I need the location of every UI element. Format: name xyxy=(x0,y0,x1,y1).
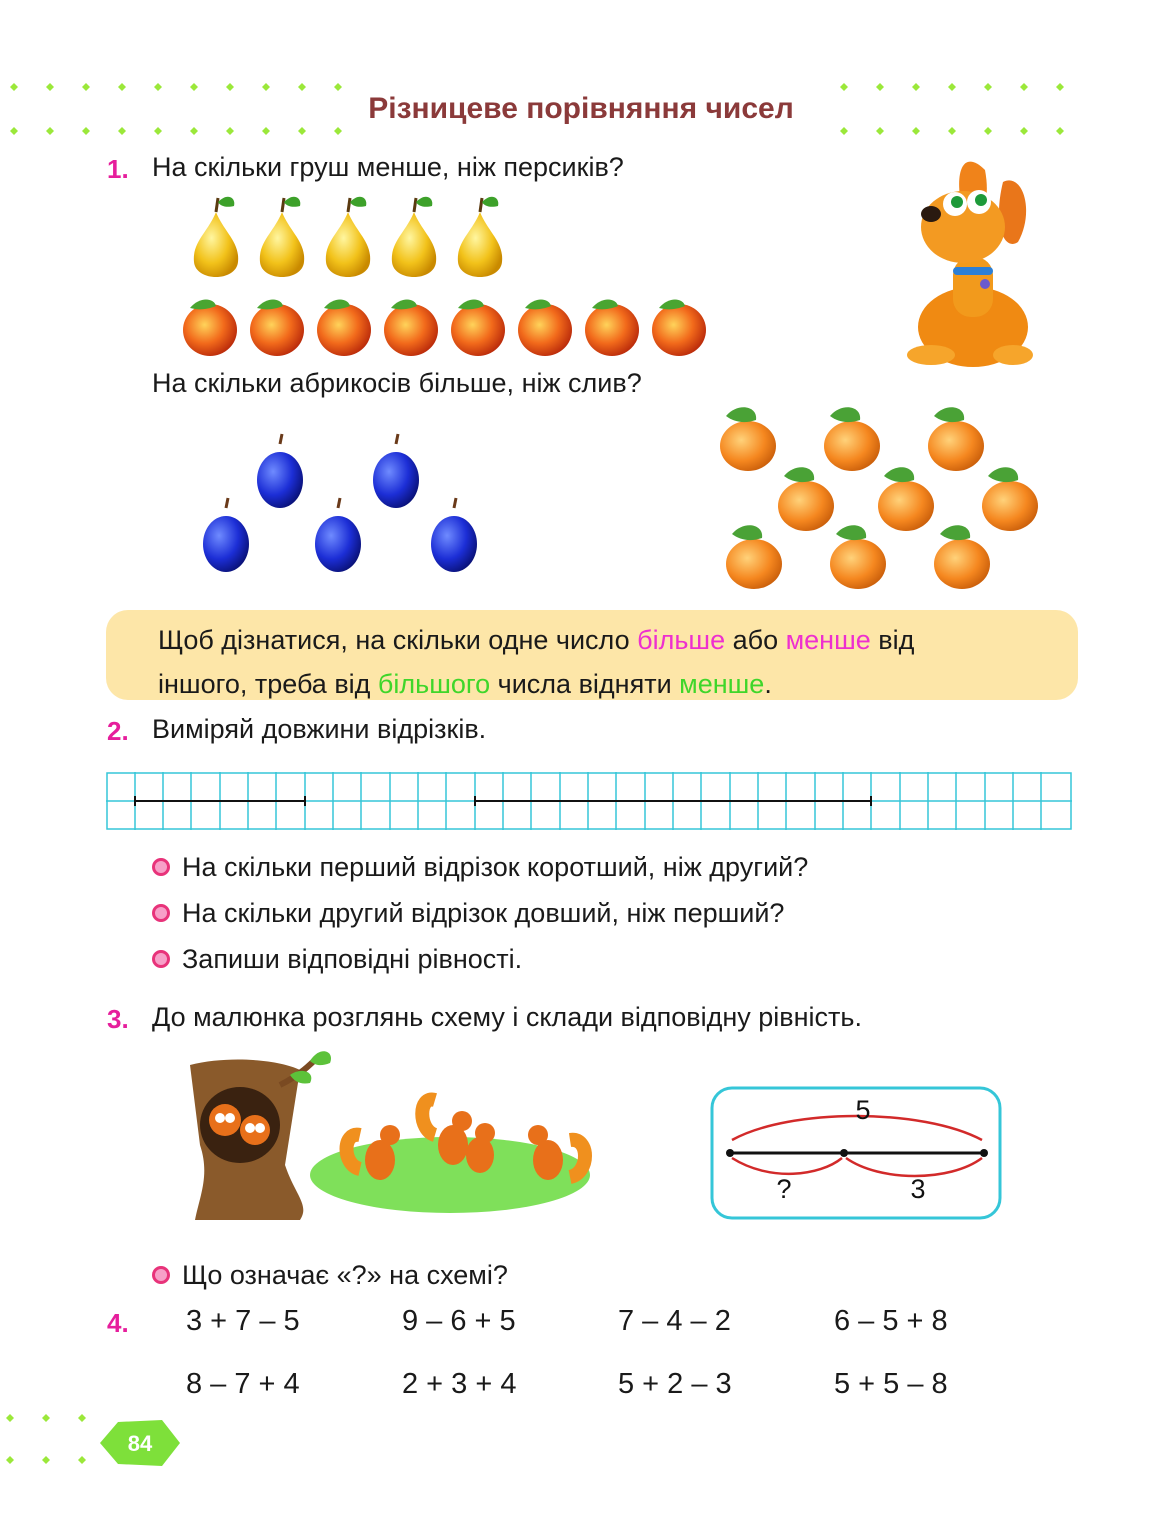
task-2-number: 2. xyxy=(107,716,129,746)
task-3-bullet xyxy=(152,1260,508,1291)
decorative-dots-corner xyxy=(0,1410,100,1470)
peach-icon xyxy=(250,300,304,357)
pear-icon xyxy=(458,197,502,277)
task-1-question-pears: На скільки груш менше, ніж персиків? xyxy=(152,152,624,182)
expression: 3 + 7 – 5 xyxy=(186,1305,300,1337)
task-1-question-apricots: На скільки абрикосів більше, ніж слив? xyxy=(152,368,642,398)
task-2-bullet xyxy=(152,898,784,929)
rule-text xyxy=(158,618,1068,706)
bullet-text: Що означає «?» на схемі? xyxy=(182,1260,508,1290)
scheme-diagram xyxy=(710,1086,1002,1220)
expression: 7 – 4 – 2 xyxy=(618,1305,731,1337)
segments-grid xyxy=(106,772,1072,830)
page-number: 84 xyxy=(127,1431,153,1456)
rule-highlight-more: більше xyxy=(637,625,726,655)
apricot-icon xyxy=(878,467,934,531)
rule-part: Щоб дізнатися, на скільки одне число xyxy=(158,625,638,655)
plum-icon xyxy=(431,498,477,572)
bullet-icon xyxy=(152,904,170,922)
peach-icon xyxy=(183,300,237,357)
expression: 8 – 7 + 4 xyxy=(186,1368,300,1400)
squirrel-icon xyxy=(528,1125,585,1180)
task-3-number: 3. xyxy=(107,1004,129,1034)
peach-icon xyxy=(451,300,505,357)
rule-part: або xyxy=(725,625,786,655)
pear-icon xyxy=(326,197,370,277)
bullet-text: На скільки перший відрізок коротший, ніж другий? xyxy=(182,852,809,882)
peach-icon xyxy=(317,300,371,357)
scheme-total-label: 5 xyxy=(855,1095,871,1125)
task-1-number: 1. xyxy=(107,154,129,184)
bullet-icon xyxy=(152,950,170,968)
scheme-part-label: 3 xyxy=(910,1174,926,1204)
apricot-icon xyxy=(720,407,776,471)
squirrel-icon xyxy=(466,1123,495,1173)
peach-icon xyxy=(384,300,438,357)
task-3-instruction: До малюнка розглянь схему і склади відповідну рівність. xyxy=(152,1002,862,1032)
peach-icon xyxy=(518,300,572,357)
plums-illustration xyxy=(196,432,496,582)
pear-icon xyxy=(194,197,238,277)
pear-icon xyxy=(392,197,436,277)
rule-highlight-less: менше xyxy=(785,625,871,655)
expression: 5 + 5 – 8 xyxy=(834,1368,948,1400)
scheme-unknown-label: ? xyxy=(776,1174,792,1204)
apricot-icon xyxy=(982,467,1038,531)
page-number-badge xyxy=(100,1418,180,1468)
dog-icon xyxy=(893,152,1043,372)
apricot-icon xyxy=(830,525,886,589)
task-2-bullet xyxy=(152,852,808,883)
apricot-icon xyxy=(934,525,990,589)
bullet-icon xyxy=(152,858,170,876)
expression: 6 – 5 + 8 xyxy=(834,1305,948,1337)
task-2-bullet xyxy=(152,944,522,975)
expression: 2 + 3 + 4 xyxy=(402,1368,517,1400)
apricot-icon xyxy=(778,467,834,531)
rule-part: . xyxy=(764,669,772,699)
tree-and-squirrels-illustration xyxy=(170,1045,600,1225)
plum-icon xyxy=(257,434,303,508)
bullet-text: Запиши відповідні рівності. xyxy=(182,944,523,974)
rule-part: числа відняти xyxy=(490,669,680,699)
apricot-icon xyxy=(726,525,782,589)
rule-highlight-smaller: менше xyxy=(679,669,765,699)
pear-icon xyxy=(260,197,304,277)
plum-icon xyxy=(315,498,361,572)
page-title: Різницеве порівняння чисел xyxy=(368,92,794,125)
rule-highlight-bigger: більшого xyxy=(377,669,491,699)
pears-and-peaches-illustration xyxy=(180,192,740,362)
task-2-instruction: Виміряй довжини відрізків. xyxy=(152,714,487,744)
peach-icon xyxy=(585,300,639,357)
bullet-text: На скільки другий відрізок довший, ніж перший? xyxy=(182,898,785,928)
decorative-dots-row xyxy=(0,124,1100,138)
expression: 5 + 2 – 3 xyxy=(618,1368,732,1400)
task-4-number: 4. xyxy=(107,1308,129,1338)
expression: 9 – 6 + 5 xyxy=(402,1305,516,1337)
plum-icon xyxy=(373,434,419,508)
peach-icon xyxy=(652,300,706,357)
squirrel-icon xyxy=(240,1115,270,1145)
apricots-illustration xyxy=(712,400,1042,592)
plum-icon xyxy=(203,498,249,572)
bullet-icon xyxy=(152,1266,170,1284)
apricot-icon xyxy=(824,407,880,471)
squirrel-icon xyxy=(209,1104,241,1136)
rule-part: іншого, треба від xyxy=(158,669,378,699)
apricot-icon xyxy=(928,407,984,471)
rule-part: від xyxy=(870,625,915,655)
